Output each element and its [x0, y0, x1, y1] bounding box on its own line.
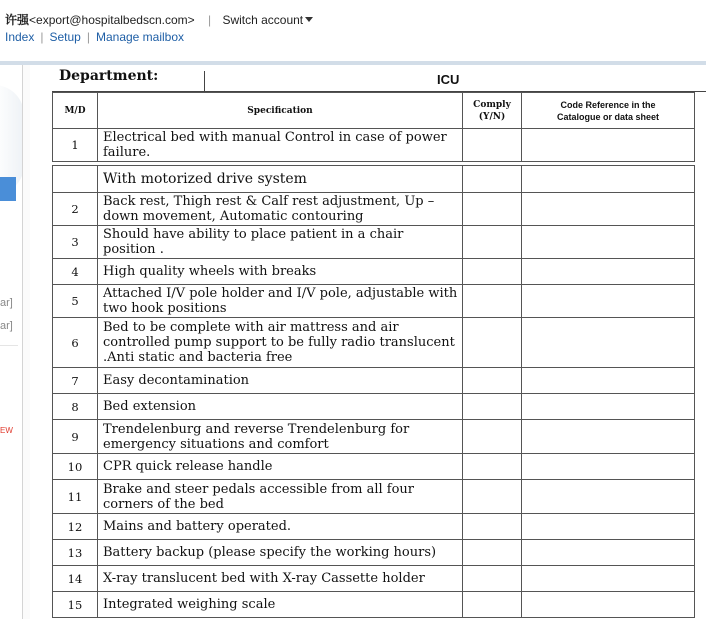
comply-cell — [463, 540, 522, 566]
comply-header: Comply (Y/N) — [463, 93, 522, 129]
code-reference-cell — [522, 566, 695, 592]
row-specification: CPR quick release handle — [98, 454, 463, 480]
table-row — [53, 514, 695, 540]
table-row — [53, 129, 695, 162]
table-row — [53, 285, 695, 318]
table-row — [53, 454, 695, 480]
code-reference-cell — [522, 540, 695, 566]
comply-cell — [463, 285, 522, 318]
row-number: 2 — [53, 193, 98, 226]
account-name: 许强 — [5, 13, 30, 27]
code-reference-cell — [522, 193, 695, 226]
row-number: 5 — [53, 285, 98, 318]
row-number: 1 — [53, 129, 98, 162]
row-number: 14 — [53, 566, 98, 592]
code-reference-cell — [522, 592, 695, 618]
nav-separator: | — [40, 30, 44, 44]
table-row — [53, 259, 695, 285]
specification-table — [52, 92, 695, 618]
table-row — [53, 592, 695, 618]
department-label: Department: — [59, 68, 159, 84]
code-reference-header: Code Reference in the Catalogue or data sheet — [522, 93, 695, 129]
mail-header — [0, 0, 706, 62]
setup-link[interactable]: Setup — [49, 30, 81, 44]
account-separator: | — [207, 13, 212, 27]
table-row — [53, 226, 695, 259]
code-reference-cell — [522, 129, 695, 162]
new-badge: EW — [0, 426, 13, 435]
row-specification: Trendelenburg and reverse Trendelenburg for emergency situations and comfort — [98, 420, 463, 454]
row-number: 13 — [53, 540, 98, 566]
department-separator — [204, 71, 205, 91]
attachment-document-image — [30, 65, 706, 619]
table-row — [53, 318, 695, 368]
row-specification: Easy decontamination — [98, 368, 463, 394]
comply-cell — [463, 259, 522, 285]
table-row — [53, 368, 695, 394]
manage-mailbox-link[interactable]: Manage mailbox — [95, 30, 185, 44]
row-specification: Brake and steer pedals accessible from all four corners of the bed — [98, 480, 463, 514]
table-row — [53, 540, 695, 566]
row-specification: Electrical bed with manual Control in case of power failure. — [98, 129, 463, 162]
row-number: 10 — [53, 454, 98, 480]
department-row — [52, 67, 706, 92]
row-number: 12 — [53, 514, 98, 540]
comply-cell — [463, 394, 522, 420]
code-reference-cell — [522, 420, 695, 454]
row-number: 15 — [53, 592, 98, 618]
row-specification: With motorized drive system — [98, 166, 463, 193]
account-bar — [5, 11, 313, 28]
left-sidebar-clipped — [0, 65, 23, 619]
row-number: 7 — [53, 368, 98, 394]
sidebar-divider — [0, 345, 18, 346]
row-specification: X-ray translucent bed with X-ray Cassette holder — [98, 566, 463, 592]
table-row — [53, 480, 695, 514]
sidebar-label-fragment[interactable]: ar] — [0, 297, 13, 309]
comply-cell — [463, 193, 522, 226]
code-reference-cell — [522, 394, 695, 420]
table-row — [53, 193, 695, 226]
row-specification: Battery backup (please specify the working hours) — [98, 540, 463, 566]
code-reference-cell — [522, 454, 695, 480]
spec-header: Specification — [98, 93, 463, 129]
comply-cell — [463, 566, 522, 592]
code-reference-cell — [522, 226, 695, 259]
md-header: M/D — [53, 93, 98, 129]
comply-cell — [463, 368, 522, 394]
row-number — [53, 166, 98, 193]
row-number: 9 — [53, 420, 98, 454]
row-specification: Back rest, Thigh rest & Calf rest adjustment, Up – down movement, Automatic contouring — [98, 193, 463, 226]
code-reference-cell — [522, 318, 695, 368]
code-reference-cell — [522, 480, 695, 514]
comply-cell — [463, 166, 522, 193]
code-reference-cell — [522, 514, 695, 540]
sidebar-label-fragment[interactable]: ar] — [0, 320, 13, 332]
table-row — [53, 394, 695, 420]
switch-account-label: Switch account — [222, 13, 304, 27]
comply-cell — [463, 226, 522, 259]
mail-nav-links — [5, 30, 184, 44]
row-number: 6 — [53, 318, 98, 368]
sidebar-active-item[interactable] — [0, 177, 16, 201]
row-number: 4 — [53, 259, 98, 285]
row-specification: High quality wheels with breaks — [98, 259, 463, 285]
comply-cell — [463, 592, 522, 618]
code-reference-cell — [522, 166, 695, 193]
comply-cell — [463, 514, 522, 540]
code-reference-cell — [522, 259, 695, 285]
row-number: 8 — [53, 394, 98, 420]
table-row — [53, 166, 695, 193]
row-specification: Should have ability to place patient in a chair position . — [98, 226, 463, 259]
comply-cell — [463, 480, 522, 514]
code-reference-cell — [522, 368, 695, 394]
comply-cell — [463, 129, 522, 162]
index-link[interactable]: Index — [5, 30, 35, 44]
table-header-row — [53, 93, 695, 129]
row-specification: Bed extension — [98, 394, 463, 420]
table-row — [53, 420, 695, 454]
comply-cell — [463, 420, 522, 454]
switch-account-button[interactable] — [222, 13, 313, 27]
nav-separator: | — [86, 30, 90, 44]
comply-cell — [463, 318, 522, 368]
row-number: 11 — [53, 480, 98, 514]
row-specification: Mains and battery operated. — [98, 514, 463, 540]
row-specification: Bed to be complete with air mattress and air controlled pump support to be fully radio translucent .Anti static and bacteria free — [98, 318, 463, 368]
comply-cell — [463, 454, 522, 480]
row-specification: Integrated weighing scale — [98, 592, 463, 618]
table-row — [53, 566, 695, 592]
row-number: 3 — [53, 226, 98, 259]
chevron-down-icon — [305, 17, 313, 22]
panel-gutter — [23, 65, 30, 619]
department-value: ICU — [437, 72, 460, 87]
code-reference-cell — [522, 285, 695, 318]
account-email: <export@hospitalbedscn.com> — [29, 13, 195, 27]
row-specification: Attached I/V pole holder and I/V pole, adjustable with two hook positions — [98, 285, 463, 318]
